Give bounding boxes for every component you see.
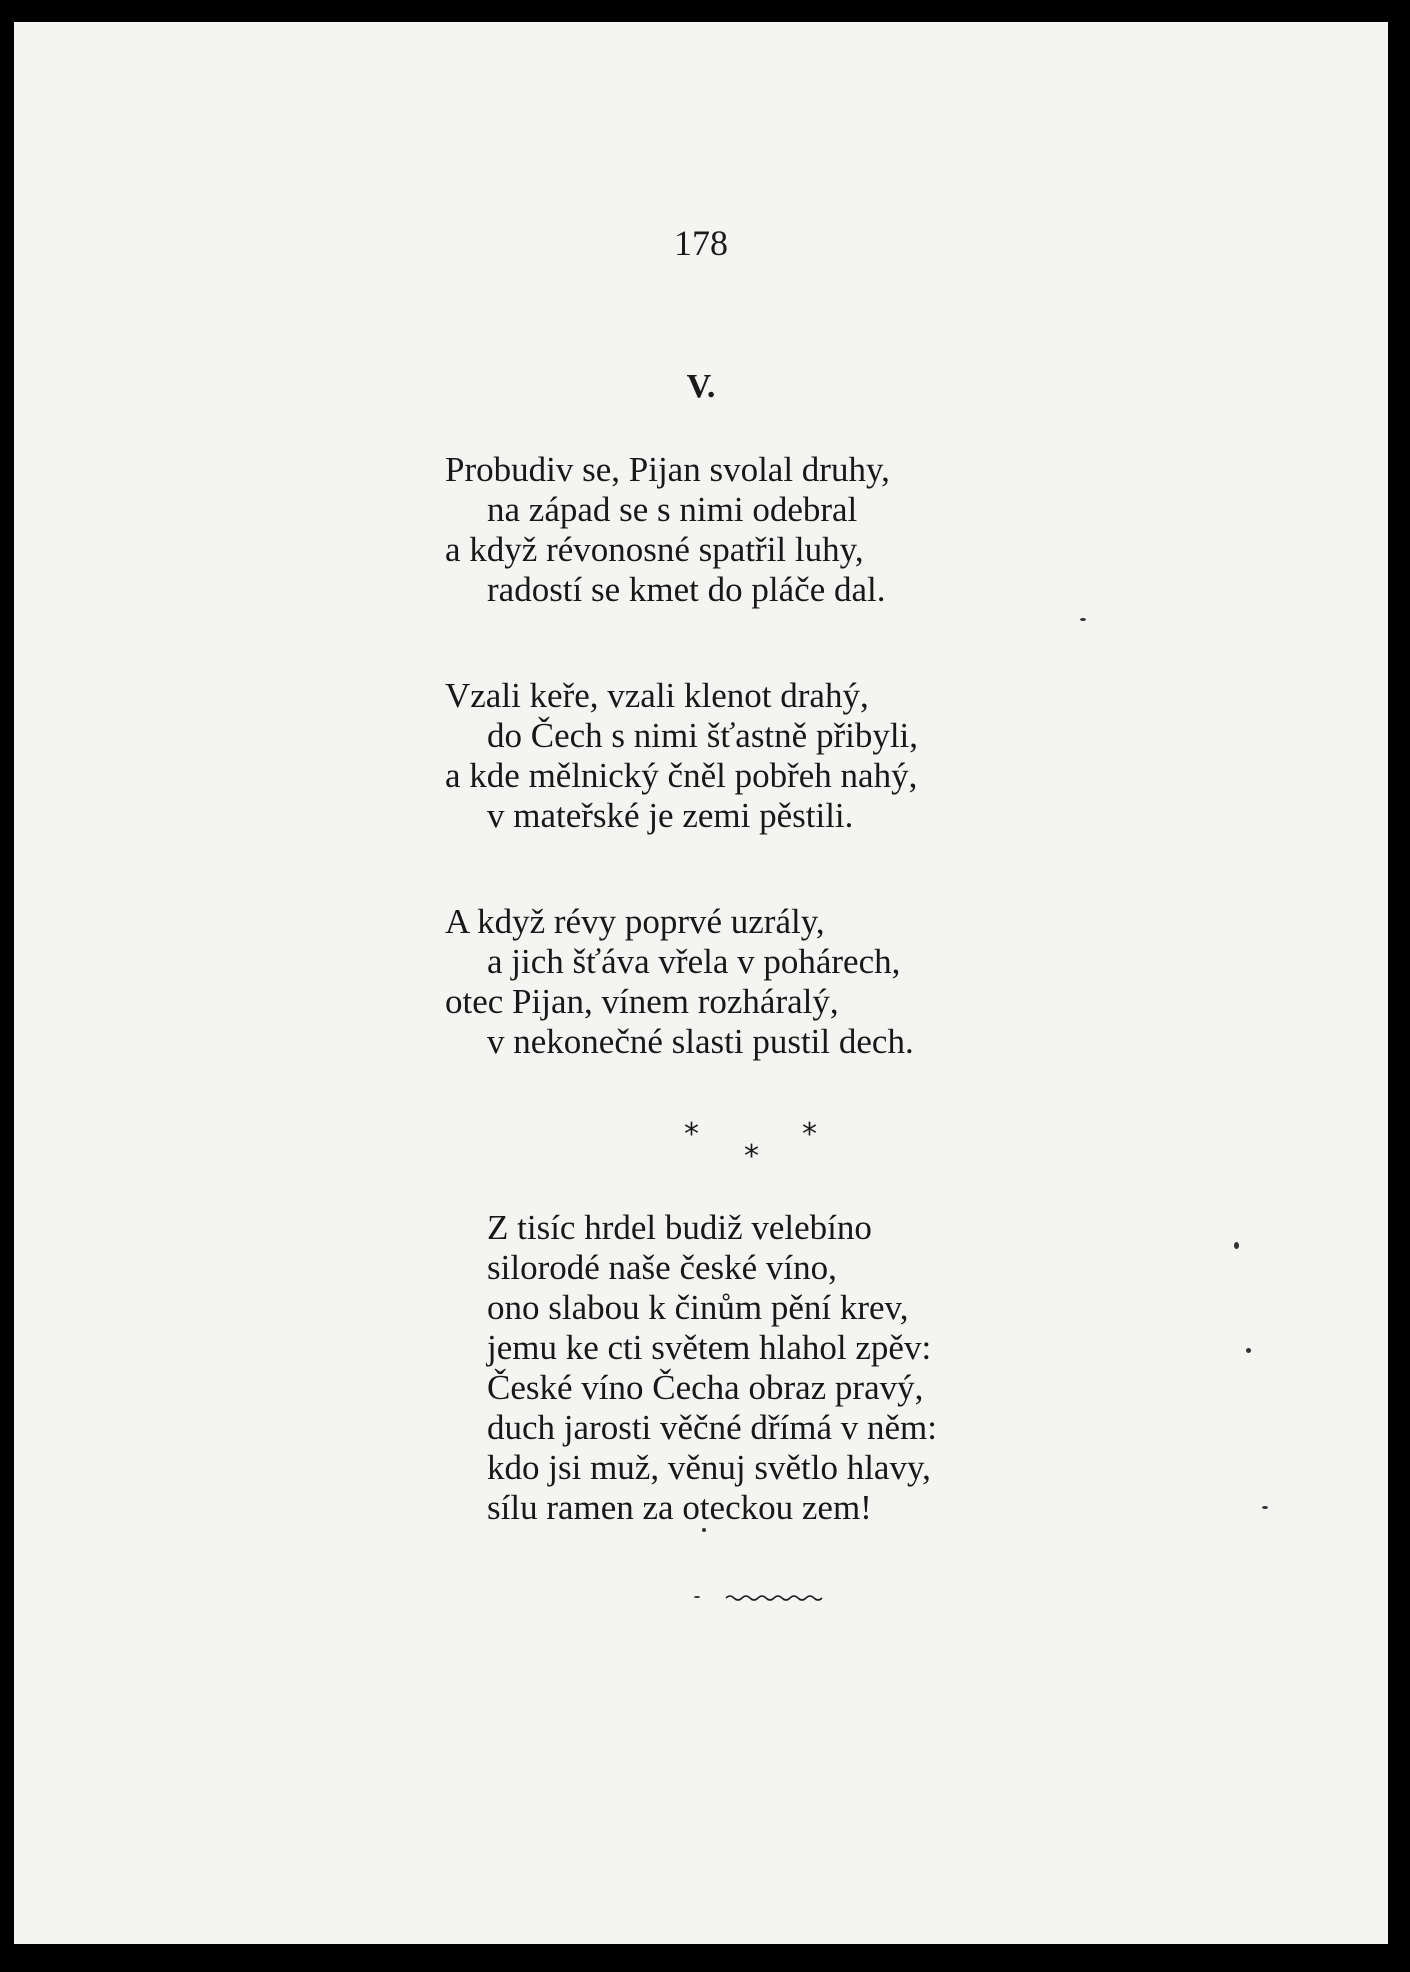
section-heading: V. (686, 368, 716, 405)
verse-line: sílu ramen za oteckou zem! (487, 1488, 872, 1527)
asterism-star: * (802, 1117, 817, 1152)
paper-speck (1246, 1348, 1251, 1353)
verse-line: jemu ke cti světem hlahol zpěv: (487, 1328, 932, 1367)
verse-line: a když révonosné spatřil luhy, (445, 530, 864, 569)
verse-line: kdo jsi muž, věnuj světlo hlavy, (487, 1448, 931, 1487)
stanza-1 (445, 450, 890, 610)
book-page (14, 22, 1388, 1944)
verse-line: v nekonečné slasti pustil dech. (487, 1022, 914, 1061)
stanza-4 (487, 1208, 937, 1528)
verse-line: na západ se s nimi odebral (487, 490, 858, 529)
paper-speck (702, 1528, 706, 1532)
paper-speck (1080, 618, 1086, 621)
paper-speck (694, 1596, 700, 1598)
verse-line: ono slabou k činům pění krev, (487, 1288, 909, 1327)
verse-line: duch jarosti věčné dřímá v něm: (487, 1408, 937, 1447)
verse-line: A když révy poprvé uzrály, (445, 902, 825, 941)
stanza-2 (445, 676, 918, 836)
verse-line: do Čech s nimi šťastně přibyli, (487, 716, 919, 755)
verse-line: a kde mělnický čněl pobřeh nahý, (445, 756, 918, 795)
wavy-rule-ornament (724, 1592, 824, 1604)
verse-line: v mateřské je zemi pěstili. (487, 796, 854, 835)
paper-speck (1234, 1242, 1239, 1249)
page-number: 178 (674, 223, 728, 263)
verse-line: Vzali keře, vzali klenot drahý, (445, 676, 869, 715)
verse-line: Z tisíc hrdel budiž velebíno (487, 1208, 872, 1247)
verse-line: České víno Čecha obraz pravý, (487, 1368, 924, 1407)
verse-line: silorodé naše české víno, (487, 1248, 837, 1287)
verse-line: radostí se kmet do pláče dal. (487, 570, 886, 609)
asterism-star: * (684, 1117, 699, 1152)
paper-speck (1262, 1506, 1268, 1509)
stanza-3 (445, 902, 914, 1062)
verse-line: otec Pijan, vínem rozháralý, (445, 982, 839, 1021)
asterism-star: * (744, 1139, 759, 1174)
verse-line: Probudiv se, Pijan svolal druhy, (445, 450, 890, 489)
verse-line: a jich šťáva vřela v pohárech, (487, 942, 901, 981)
